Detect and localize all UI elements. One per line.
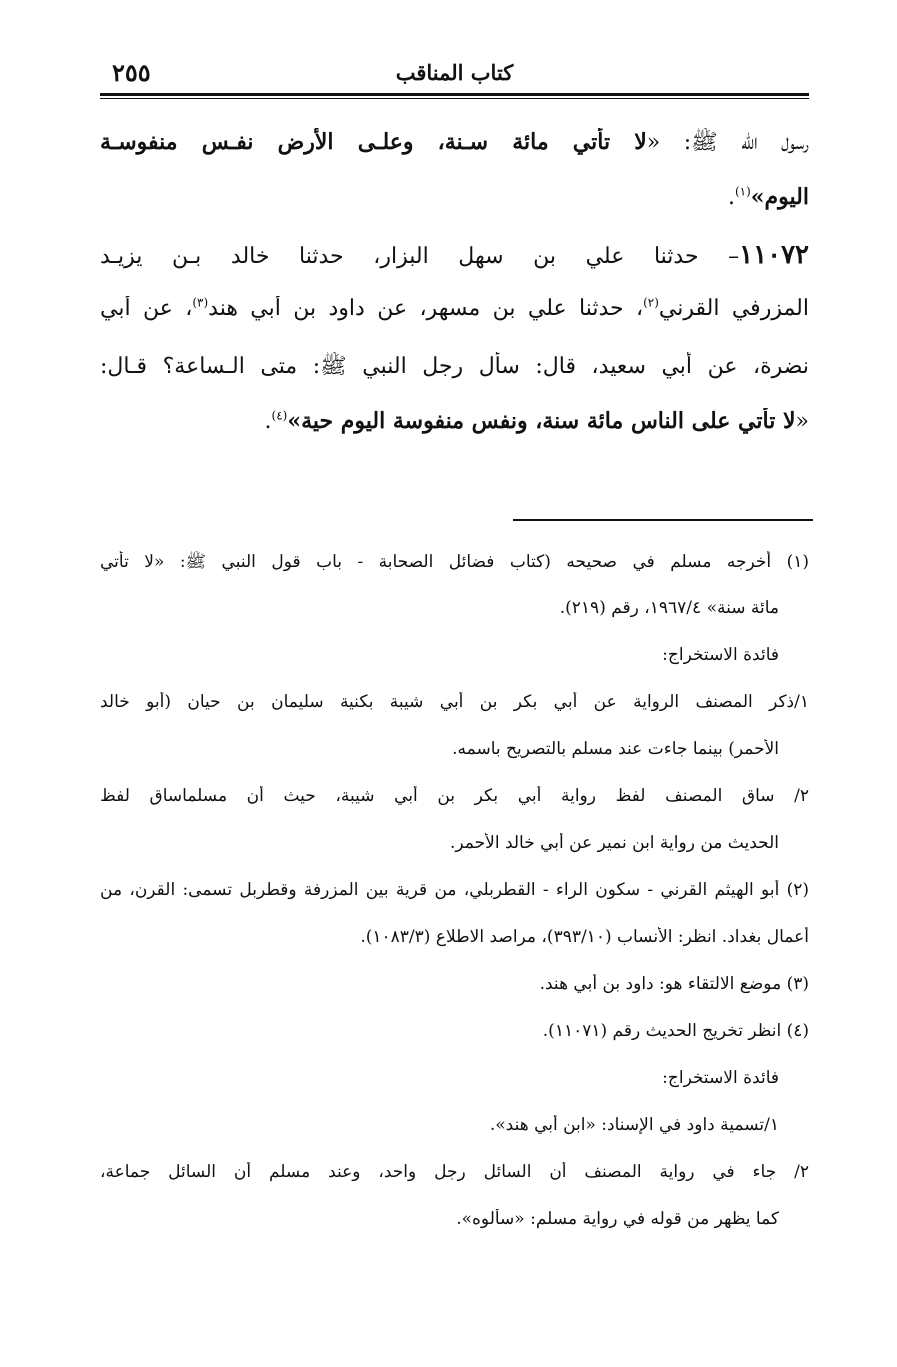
header-rule-thin [100, 98, 809, 99]
footnote-line: (٣) موضع الالتقاء هو: داود بن أبي هند. [539, 974, 809, 994]
footnote-ref: (٣) [192, 296, 209, 310]
footnote-line: ٢/ ساق المصنف لفظ رواية أبي بكر بن أبي شيبة، حيث أن مسلماساق لفظ [100, 786, 809, 806]
footnote-line: ٢/ جاء في رواية المصنف أن السائل رجل واحد، وعند مسلم أن السائل جماعة، [100, 1162, 809, 1182]
main-line [100, 296, 809, 321]
footnote-line: كما يظهر من قوله في رواية مسلم: «سألوه». [456, 1209, 779, 1229]
hadith-number: ١١٠٧٢ [739, 240, 809, 270]
text-run: المزرفي القرني [658, 296, 809, 321]
footnote-line: أعمال بغداد. انظر: الأنساب (٣٩٣/١٠)، مراصد الاطلاع (١٠٨٣/٣). [360, 927, 809, 947]
footnote-line: الحديث من رواية ابن نمير عن أبي خالد الأحمر. [450, 833, 779, 853]
hadith-text: اليوم» [750, 184, 809, 210]
footnote-line: ١/تسمية داود في الإسناد: «ابن أبي هند». [489, 1115, 779, 1135]
main-line [100, 408, 809, 434]
main-line [100, 184, 809, 210]
footnote-line: فائدة الاستخراج: [662, 645, 779, 665]
header-rule [100, 93, 809, 96]
text-run: ، حدثنا علي بن مسهر، عن داود بن أبي هند [208, 296, 644, 321]
main-line [100, 352, 809, 384]
page-number: ٢٥٥ [112, 58, 151, 87]
footnote-separator [513, 519, 813, 521]
footnote-ref: (٤) [271, 408, 288, 423]
footnote-line: (٢) أبو الهيثم القرني - سكون الراء - القطربلي، من قرية بين المزرفة وقطربل تسمى: القرن، من [100, 880, 809, 900]
page-header [100, 58, 809, 94]
footnote-line: (١) أخرجه مسلم في صحيحه (كتاب فضائل الصحابة - باب قول النبي ﷺ: «لا تأتي [100, 552, 809, 572]
text-run: « [795, 409, 809, 434]
text-run: – حدثنا علي بن سهل البزار، حدثنا خالد بـن يزيـد [100, 244, 740, 269]
text-run: . [264, 409, 272, 434]
text-run: نضرة، عن أبي سعيد، قال: سأل رجل النبي ﷺ: متى الـساعة؟ قـال: [100, 354, 809, 379]
footnote-ref: (١) [734, 184, 751, 199]
footnote-ref: (٢) [643, 296, 659, 310]
footnote-line: ١/ذكر المصنف الرواية عن أبي بكر بن أبي شيبة بكنية سليمان بن حيان (أبو خالد [100, 692, 809, 712]
hadith-text: لا تأتي مائة سـنة، وعلـى الأرض نفـس منفوسـة [100, 129, 647, 155]
main-line [100, 128, 809, 160]
footnote-line: فائدة الاستخراج: [662, 1068, 779, 1088]
footnote-line: (٤) انظر تخريج الحديث رقم (١١٠٧١). [542, 1021, 809, 1041]
main-line [100, 240, 809, 270]
running-title: كتاب المناقب [395, 60, 514, 85]
footnote-line: الأحمر) بينما جاءت عند مسلم بالتصريح باسمه. [452, 739, 779, 759]
text-run: . [727, 185, 735, 210]
footnote-line: مائة سنة» ١٩٦٧/٤، رقم (٢١٩). [559, 598, 779, 618]
text-run: ، عن أبي [100, 296, 193, 321]
text-run: رسول الله ﷺ: « [646, 130, 809, 155]
hadith-text: لا تأتي على الناس مائة سنة، ونفس منفوسة اليوم حية» [287, 408, 796, 434]
